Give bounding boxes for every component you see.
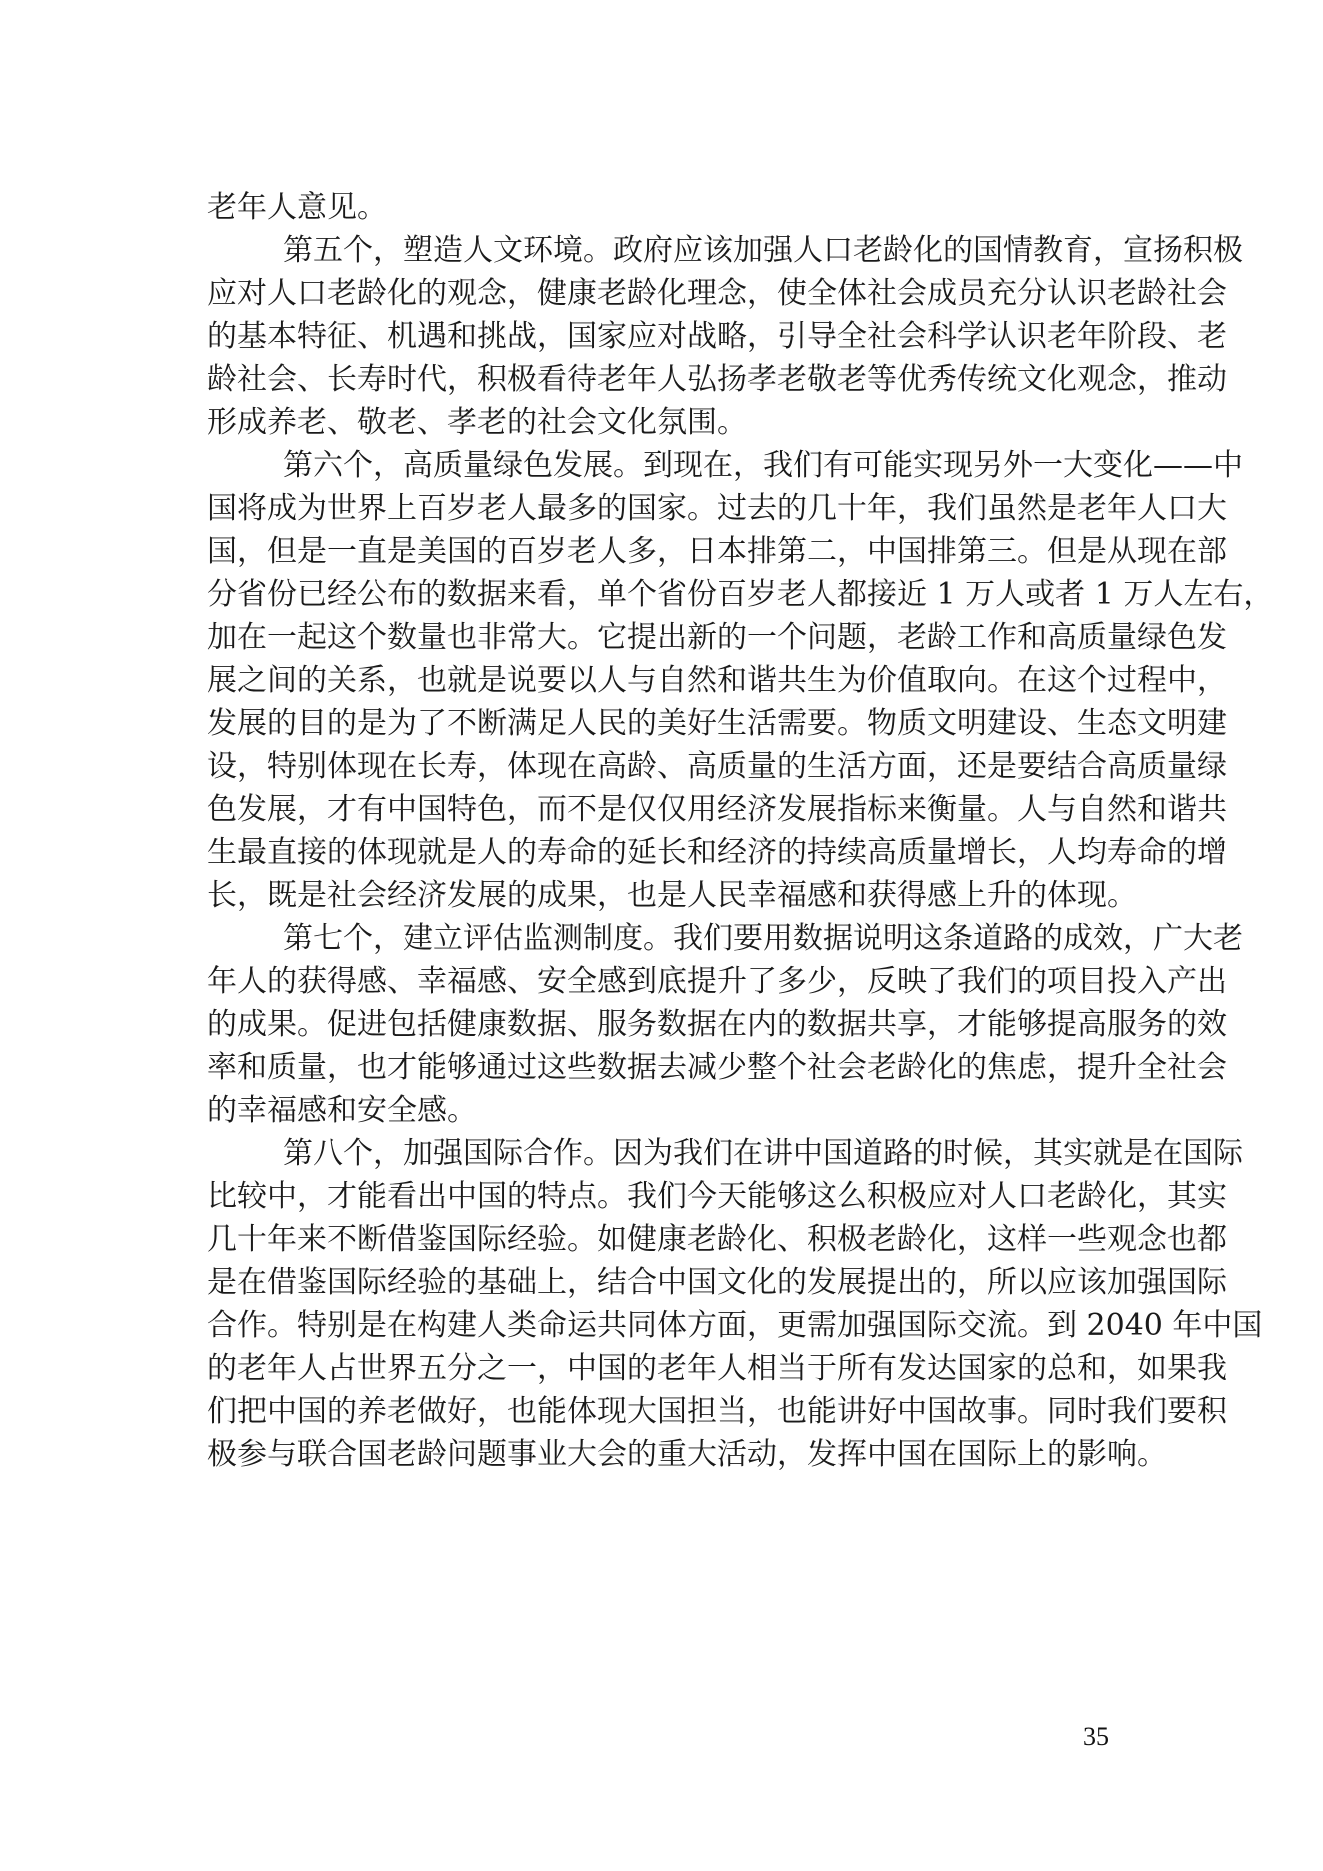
text-line: 极参与联合国老龄问题事业大会的重大活动，发挥中国在国际上的影响。 [207,1437,1167,1472]
text-line: 的成果。促进包括健康数据、服务数据在内的数据共享，才能够提高服务的效 [207,1007,1227,1042]
paragraph-item-6-green-development [207,444,1274,917]
text-line: 国将成为世界上百岁老人最多的国家。过去的几十年，我们虽然是老年人口大 [207,491,1227,526]
text-line: 比较中，才能看出中国的特点。我们今天能够这么积极应对人口老龄化，其实 [207,1179,1227,1214]
text-line: 们把中国的养老做好，也能体现大国担当，也能讲好中国故事。同时我们要积 [207,1394,1227,1429]
paragraph-item-5-cultural-environment [207,229,1243,444]
text-line: 第八个，加强国际合作。因为我们在讲中国道路的时候，其实就是在国际 [283,1136,1243,1171]
paragraph-item-7-evaluation-monitoring [207,917,1243,1132]
text-line: 加在一起这个数量也非常大。它提出新的一个问题，老龄工作和高质量绿色发 [207,620,1227,655]
text-line: 的幸福感和安全感。 [207,1093,477,1128]
text-line: 是在借鉴国际经验的基础上，结合中国文化的发展提出的，所以应该加强国际 [207,1265,1227,1300]
text-line: 应对人口老龄化的观念，健康老龄化理念，使全体社会成员充分认识老龄社会 [207,276,1227,311]
text-line: 年人的获得感、幸福感、安全感到底提升了多少，反映了我们的项目投入产出 [207,964,1227,999]
text-line: 国，但是一直是美国的百岁老人多，日本排第二，中国排第三。但是从现在部 [207,534,1227,569]
page-number: 35 [1083,1722,1109,1751]
text-line: 展之间的关系，也就是说要以人与自然和谐共生为价值取向。在这个过程中， [207,663,1227,698]
text-line: 形成养老、敬老、孝老的社会文化氛围。 [207,405,747,440]
text-line: 老年人意见。 [207,190,387,225]
text-line: 第五个，塑造人文环境。政府应该加强人口老龄化的国情教育，宣扬积极 [283,233,1243,268]
text-line: 第六个，高质量绿色发展。到现在，我们有可能实现另外一大变化——中 [283,448,1243,483]
text-line: 第七个，建立评估监测制度。我们要用数据说明这条道路的成效，广大老 [283,921,1243,956]
text-line: 生最直接的体现就是人的寿命的延长和经济的持续高质量增长，人均寿命的增 [207,835,1227,870]
text-line: 率和质量，也才能够通过这些数据去减少整个社会老龄化的焦虑，提升全社会 [207,1050,1227,1085]
text-line: 合作。特别是在构建人类命运共同体方面，更需加强国际交流。到 2040 年中国 [207,1308,1263,1343]
text-line: 设，特别体现在长寿，体现在高龄、高质量的生活方面，还是要结合高质量绿 [207,749,1227,784]
text-line: 分省份已经公布的数据来看，单个省份百岁老人都接近 1 万人或者 1 万人左右， [207,577,1274,612]
text-line: 色发展，才有中国特色，而不是仅仅用经济发展指标来衡量。人与自然和谐共 [207,792,1227,827]
text-line: 的老年人占世界五分之一，中国的老年人相当于所有发达国家的总和，如果我 [207,1351,1227,1386]
paragraph-continuation [207,186,1119,229]
text-line: 的基本特征、机遇和挑战，国家应对战略，引导全社会科学认识老年阶段、老 [207,319,1227,354]
document-page [207,186,1274,1476]
text-line: 发展的目的是为了不断满足人民的美好生活需要。物质文明建设、生态文明建 [207,706,1227,741]
text-line: 几十年来不断借鉴国际经验。如健康老龄化、积极老龄化，这样一些观念也都 [207,1222,1227,1257]
text-line: 龄社会、长寿时代，积极看待老年人弘扬孝老敬老等优秀传统文化观念，推动 [207,362,1227,397]
text-line: 长，既是社会经济发展的成果，也是人民幸福感和获得感上升的体现。 [207,878,1137,913]
paragraph-item-8-international-cooperation [207,1132,1263,1476]
